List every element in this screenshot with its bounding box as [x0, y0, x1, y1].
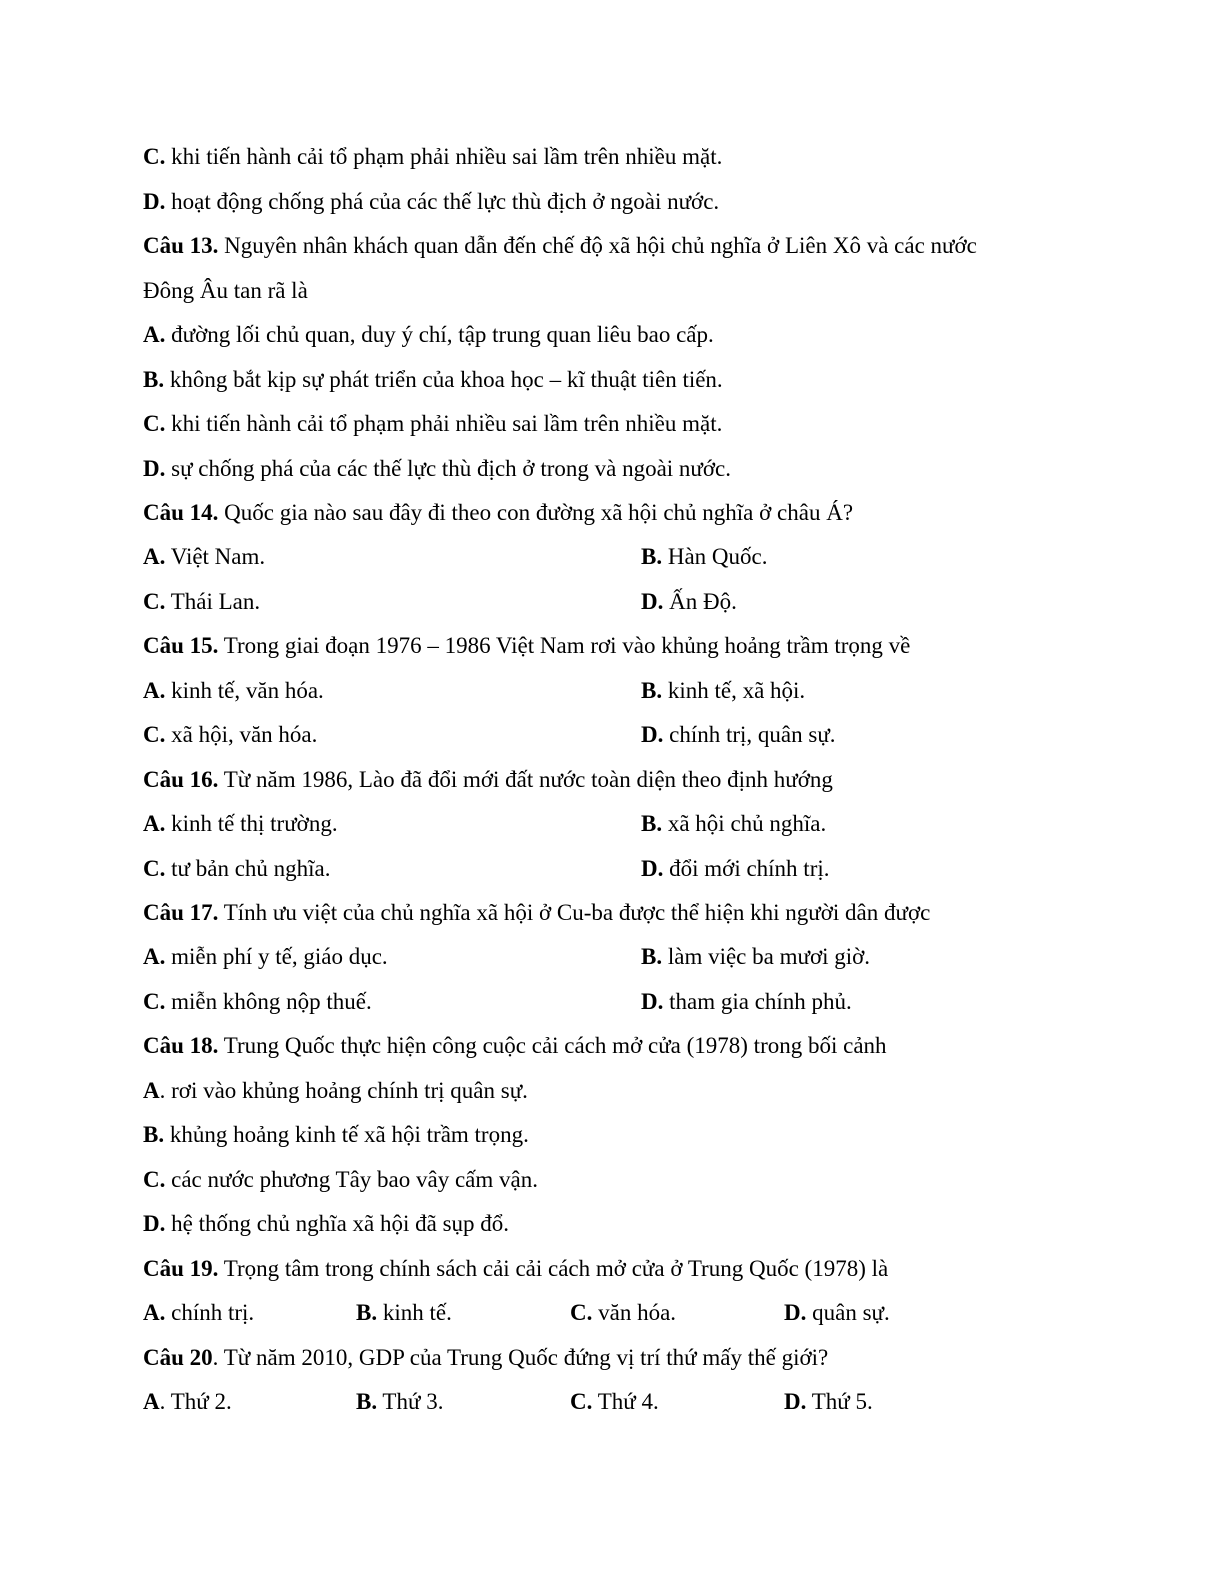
option-letter: B. [641, 544, 663, 569]
question-text: Trọng tâm trong chính sách cải cải cách mở cửa ở Trung Quốc (1978) là [218, 1256, 889, 1281]
option-d [641, 987, 852, 1017]
option-letter: C. [143, 589, 166, 614]
option-c [143, 142, 722, 172]
question-15 [143, 631, 910, 661]
question-label: Câu 15. [143, 633, 219, 658]
option-c [570, 1387, 659, 1417]
option-letter: C. [143, 411, 166, 436]
option-letter: D. [641, 856, 664, 881]
option-b [143, 365, 723, 395]
option-a [143, 1298, 254, 1328]
option-letter: A. [143, 1300, 166, 1325]
option-a [143, 676, 324, 706]
option-letter: D. [641, 722, 664, 747]
question-text: Trong giai đoạn 1976 – 1986 Việt Nam rơi vào khủng hoảng trầm trọng về [218, 633, 911, 658]
option-text: Việt Nam. [165, 544, 266, 569]
question-13-continued [143, 276, 308, 306]
option-text: hoạt động chống phá của các thế lực thù địch ở ngoài nước. [165, 189, 720, 214]
option-letter: D. [143, 456, 166, 481]
option-letter: C. [570, 1389, 593, 1414]
option-letter: C. [570, 1300, 593, 1325]
option-text: chính trị. [165, 1300, 255, 1325]
option-c [143, 587, 260, 617]
option-text: . Thứ 2. [159, 1389, 232, 1414]
question-13 [143, 231, 977, 261]
option-d [143, 454, 731, 484]
option-b [641, 542, 767, 572]
question-label: Câu 20 [143, 1345, 213, 1370]
question-text: Quốc gia nào sau đây đi theo con đường xã hội chủ nghĩa ở châu Á? [218, 500, 854, 525]
option-text: hệ thống chủ nghĩa xã hội đã sụp đổ. [165, 1211, 510, 1236]
option-letter: B. [356, 1300, 378, 1325]
option-letter: C. [143, 144, 166, 169]
question-label: Câu 17. [143, 900, 219, 925]
option-letter: C. [143, 989, 166, 1014]
option-c [143, 1165, 538, 1195]
question-label: Câu 16. [143, 767, 219, 792]
option-c [143, 987, 372, 1017]
option-text: văn hóa. [592, 1300, 677, 1325]
option-letter: D. [641, 589, 664, 614]
option-text: kinh tế, văn hóa. [165, 678, 324, 703]
question-18 [143, 1031, 887, 1061]
option-text: . rơi vào khủng hoảng chính trị quân sự. [159, 1078, 528, 1103]
option-text: làm việc ba mươi giờ. [662, 944, 871, 969]
option-letter: D. [143, 1211, 166, 1236]
option-d [143, 1209, 509, 1239]
option-c [143, 720, 317, 750]
option-text: đổi mới chính trị. [663, 856, 830, 881]
question-label: Câu 13. [143, 233, 219, 258]
option-d [143, 187, 719, 217]
option-c [143, 854, 331, 884]
option-letter: D. [143, 189, 166, 214]
option-d [784, 1298, 890, 1328]
option-c [143, 409, 722, 439]
option-text: Thứ 3. [377, 1389, 444, 1414]
option-a [143, 1076, 528, 1106]
option-text: sự chống phá của các thế lực thù địch ở trong và ngoài nước. [165, 456, 732, 481]
option-d [641, 587, 737, 617]
question-text: Từ năm 1986, Lào đã đổi mới đất nước toàn diện theo định hướng [218, 767, 833, 792]
option-text: kinh tế, xã hội. [662, 678, 806, 703]
option-a [143, 542, 265, 572]
question-text: Trung Quốc thực hiện công cuộc cải cách mở cửa (1978) trong bối cảnh [218, 1033, 887, 1058]
option-letter: D. [784, 1300, 807, 1325]
option-b [356, 1298, 452, 1328]
option-text: Ấn Độ. [663, 589, 737, 614]
option-text: Thứ 5. [806, 1389, 873, 1414]
option-text: tham gia chính phủ. [663, 989, 852, 1014]
option-a [143, 320, 714, 350]
option-letter: B. [641, 944, 663, 969]
option-text: miễn phí y tế, giáo dục. [165, 944, 388, 969]
option-a [143, 942, 388, 972]
option-text: xã hội, văn hóa. [165, 722, 318, 747]
option-text: khi tiến hành cải tổ phạm phải nhiều sai lầm trên nhiều mặt. [165, 411, 723, 436]
option-text: khủng hoảng kinh tế xã hội trầm trọng. [164, 1122, 529, 1147]
option-d [784, 1387, 873, 1417]
option-b [641, 809, 826, 839]
option-text: quân sự. [806, 1300, 890, 1325]
question-text: Tính ưu việt của chủ nghĩa xã hội ở Cu-ba được thể hiện khi người dân được [218, 900, 931, 925]
option-letter: A. [143, 944, 166, 969]
option-letter: A [143, 1389, 160, 1414]
question-text: . Từ năm 2010, GDP của Trung Quốc đứng vị trí thứ mấy thế giới? [212, 1345, 829, 1370]
question-label: Câu 18. [143, 1033, 219, 1058]
option-b [641, 942, 870, 972]
option-letter: A. [143, 678, 166, 703]
option-text: chính trị, quân sự. [663, 722, 836, 747]
option-letter: A [143, 1078, 160, 1103]
question-20 [143, 1343, 828, 1373]
option-text: kinh tế. [377, 1300, 452, 1325]
option-text: không bắt kịp sự phát triển của khoa học – kĩ thuật tiên tiến. [164, 367, 723, 392]
option-text: xã hội chủ nghĩa. [662, 811, 827, 836]
option-letter: C. [143, 1167, 166, 1192]
option-a [143, 1387, 232, 1417]
option-b [143, 1120, 529, 1150]
question-label: Câu 14. [143, 500, 219, 525]
option-letter: A. [143, 322, 166, 347]
option-letter: B. [143, 367, 165, 392]
question-text: Đông Âu tan rã là [143, 278, 308, 303]
option-text: các nước phương Tây bao vây cấm vận. [165, 1167, 538, 1192]
option-text: đường lối chủ quan, duy ý chí, tập trung quan liêu bao cấp. [165, 322, 714, 347]
option-text: khi tiến hành cải tổ phạm phải nhiều sai lầm trên nhiều mặt. [165, 144, 723, 169]
option-letter: C. [143, 722, 166, 747]
question-16 [143, 765, 833, 795]
option-text: Thứ 4. [592, 1389, 659, 1414]
option-letter: B. [143, 1122, 165, 1147]
option-letter: B. [356, 1389, 378, 1414]
option-a [143, 809, 338, 839]
option-text: tư bản chủ nghĩa. [165, 856, 331, 881]
option-text: kinh tế thị trường. [165, 811, 338, 836]
option-text: Hàn Quốc. [662, 544, 768, 569]
option-text: miễn không nộp thuế. [165, 989, 372, 1014]
question-19 [143, 1254, 888, 1284]
option-text: Thái Lan. [165, 589, 261, 614]
question-17 [143, 898, 930, 928]
option-letter: B. [641, 678, 663, 703]
option-b [641, 676, 805, 706]
option-letter: A. [143, 544, 166, 569]
option-letter: D. [641, 989, 664, 1014]
question-text: Nguyên nhân khách quan dẫn đến chế độ xã hội chủ nghĩa ở Liên Xô và các nước [218, 233, 977, 258]
option-b [356, 1387, 443, 1417]
option-letter: D. [784, 1389, 807, 1414]
option-d [641, 854, 830, 884]
option-letter: A. [143, 811, 166, 836]
option-d [641, 720, 836, 750]
option-letter: C. [143, 856, 166, 881]
option-c [570, 1298, 676, 1328]
question-label: Câu 19. [143, 1256, 219, 1281]
option-letter: B. [641, 811, 663, 836]
question-14 [143, 498, 853, 528]
